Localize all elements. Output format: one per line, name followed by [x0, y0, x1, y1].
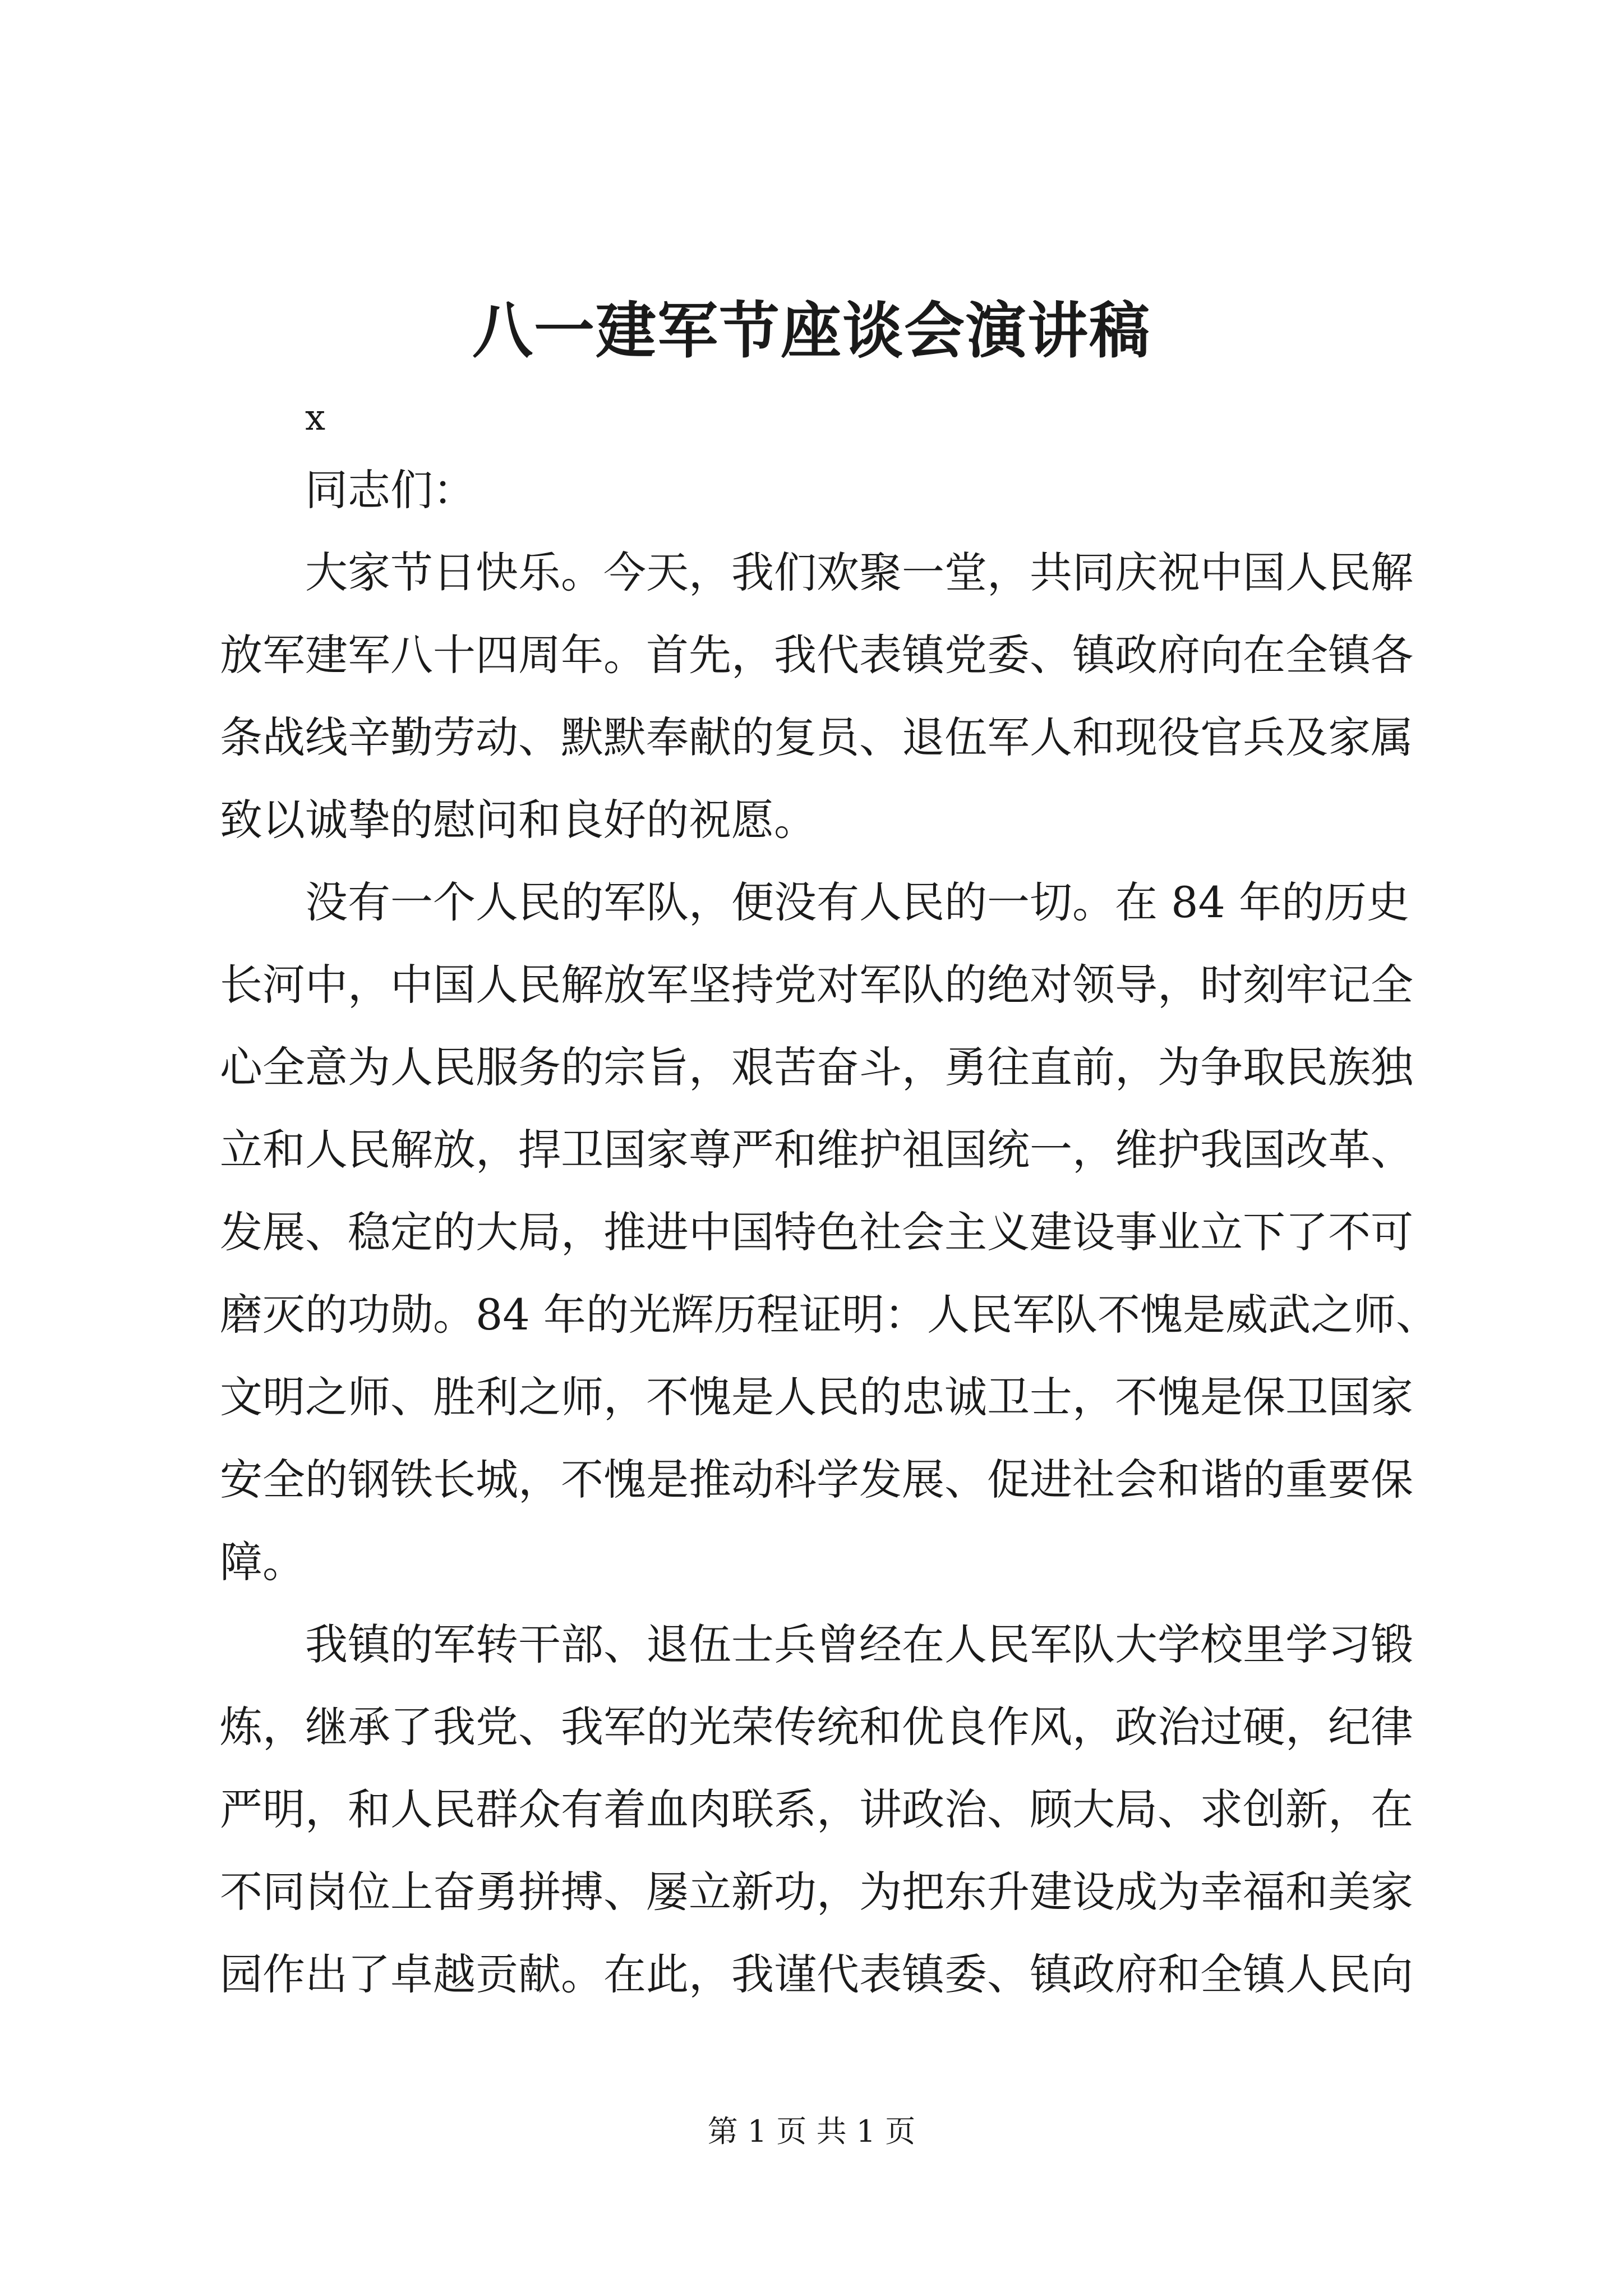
paragraph-2-line-2: 长河中，中国人民解放军坚持党对军队的绝对领导，时刻牢记全 [220, 960, 1413, 1010]
paragraph-2-line-5: 发展、稳定的大局，推进中国特色社会主义建设事业立下了不可 [220, 1207, 1413, 1257]
paragraph-1-line-4: 致以诚挚的慰问和良好的祝愿。 [220, 795, 817, 845]
paragraph-3-line-1: 我镇的军转干部、退伍士兵曾经在人民军队大学校里学习锻 [305, 1619, 1413, 1669]
paragraph-1-line-1: 大家节日快乐。今天，我们欢聚一堂，共同庆祝中国人民解 [305, 547, 1413, 597]
paragraph-1-line-2: 放军建军八十四周年。首先，我代表镇党委、镇政府向在全镇各 [220, 630, 1413, 680]
paragraph-3-line-2: 炼，继承了我党、我军的光荣传统和优良作风，政治过硬，纪律 [220, 1702, 1413, 1752]
page-footer: 第 1 页 共 1 页 [707, 2114, 916, 2149]
paragraph-2-line-1: 没有一个人民的军队，便没有人民的一切。在 84 年的历史 [305, 877, 1410, 927]
salutation: 同志们： [305, 465, 476, 515]
document-body [220, 387, 1438, 2016]
paragraph-1-line-3: 条战线辛勤劳动、默默奉献的复员、退伍军人和现役官兵及家属 [220, 712, 1413, 762]
paragraph-2-line-4: 立和人民解放，捍卫国家尊严和维护祖国统一，维护我国改革、 [220, 1125, 1413, 1175]
paragraph-3-line-5: 园作出了卓越贡献。在此，我谨代表镇委、镇政府和全镇人民向 [220, 1949, 1413, 1999]
paragraph-2-line-6: 磨灭的功勋。84 年的光辉历程证明：人民军队不愧是威武之师、 [220, 1290, 1438, 1340]
paragraph-2-line-7: 文明之师、胜利之师，不愧是人民的忠诚卫士，不愧是保卫国家 [220, 1372, 1413, 1422]
paragraph-2-line-3: 心全意为人民服务的宗旨，艰苦奋斗，勇往直前，为争取民族独 [220, 1042, 1413, 1092]
document-title: 八一建军节座谈会演讲稿 [472, 296, 1151, 366]
paragraph-2-line-8: 安全的钢铁长城，不愧是推动科学发展、促进社会和谐的重要保 [220, 1455, 1413, 1504]
paragraph-3-line-4: 不同岗位上奋勇拼搏、屡立新功，为把东升建设成为幸福和美家 [220, 1867, 1413, 1917]
paragraph-3-line-3: 严明，和人民群众有着血肉联系，讲政治、顾大局、求创新，在 [220, 1784, 1413, 1834]
document-marker: x [305, 397, 326, 439]
paragraph-2-line-9: 障。 [220, 1537, 305, 1587]
